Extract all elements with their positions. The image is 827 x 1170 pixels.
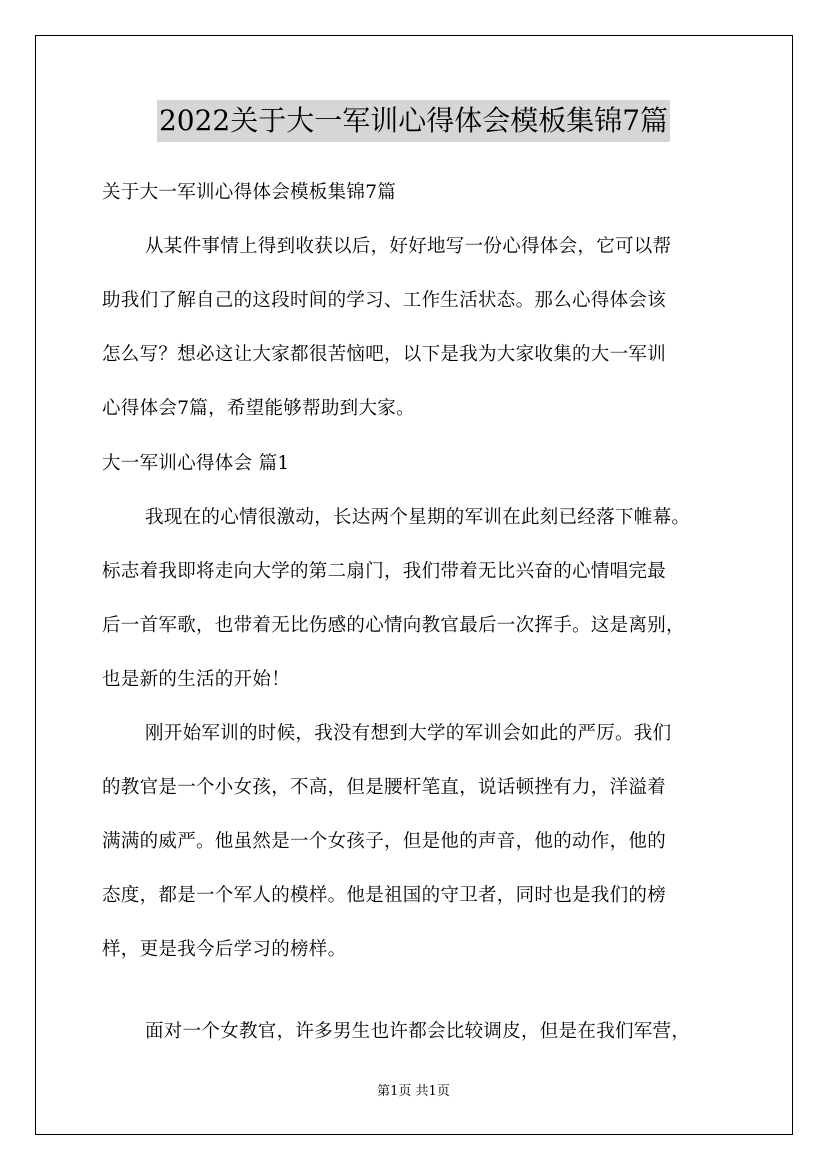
paragraph-line: 样，更是我今后学习的榜样。 xyxy=(102,939,347,960)
title-container xyxy=(0,100,827,142)
paragraph-line: 怎么写？想必这让大家都很苦恼吧，以下是我为大家收集的大一军训 xyxy=(102,344,667,365)
paragraph-line: 后一首军歌，也带着无比伤感的心情向教官最后一次挥手。这是离别， xyxy=(102,615,685,636)
document-title: 2022关于大一军训心得体会模板集锦7篇 xyxy=(157,100,670,142)
paragraph-line: 心得体会7篇，希望能够帮助到大家。 xyxy=(102,398,415,419)
paragraph-line: 助我们了解自己的这段时间的学习、工作生活状态。那么心得体会该 xyxy=(102,290,667,311)
page-footer: 第1页 共1页 xyxy=(377,1084,450,1099)
paragraph-line: 标志着我即将走向大学的第二扇门，我们带着无比兴奋的心情唱完最 xyxy=(102,561,667,582)
section-heading: 大一军训心得体会 篇1 xyxy=(102,453,290,474)
subtitle-line: 关于大一军训心得体会模板集锦7篇 xyxy=(102,182,397,203)
paragraph-line: 面对一个女教官，许多男生也许都会比较调皮，但是在我们军营， xyxy=(145,1021,691,1042)
paragraph-line: 我现在的心情很激动，长达两个星期的军训在此刻已经落下帷幕。 xyxy=(145,507,691,528)
paragraph-line: 的教官是一个小女孩，不高，但是腰杆笔直，说话顿挫有力，洋溢着 xyxy=(102,777,667,798)
paragraph-line: 从某件事情上得到收获以后，好好地写一份心得体会，它可以帮 xyxy=(145,236,672,257)
paragraph-line: 满满的威严。他虽然是一个女孩子，但是他的声音，他的动作，他的 xyxy=(102,831,667,852)
paragraph-line: 刚开始军训的时候，我没有想到大学的军训会如此的严厉。我们 xyxy=(145,723,672,744)
paragraph-line: 也是新的生活的开始！ xyxy=(102,669,291,690)
paragraph-line: 态度，都是一个军人的模样。他是祖国的守卫者，同时也是我们的榜 xyxy=(102,885,667,906)
